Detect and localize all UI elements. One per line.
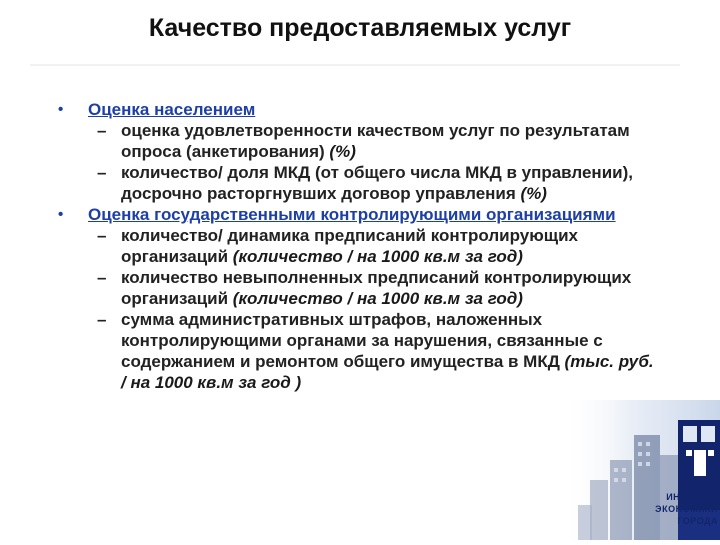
bullet-heading-state-control: Оценка государственными контролирующими организациями [88,205,616,224]
bullet-marker: • [58,206,64,223]
institute-logo [560,400,720,540]
bullet-list [58,99,658,393]
sub-item-text: оценка удовлетворенности качеством услуг по результатам опроса (анкетирования) [121,121,630,161]
sub-item-satisfaction [58,120,658,162]
dash-marker: – [97,226,107,245]
sub-item-unit: (количество / на 1000 кв.м за год) [232,289,523,308]
sub-item-unit: (количество / на 1000 кв.м за год) [232,247,523,266]
bullet-item-state-control [58,204,658,225]
dash-marker: – [97,310,107,329]
sub-item-text: количество невыполненных предписаний контролирующих организаций [121,268,632,308]
slide-title-text: Качество предоставляемых услуг [148,14,572,42]
sub-item-early-termination [58,162,658,204]
sub-item-fines [58,309,658,393]
logo-text-line: ЭКОНОМИКИ [655,504,718,514]
sub-item-text: количество/ доля МКД (от общего числа МКД в управлении), досрочно расторгнувших договор управления [121,163,633,203]
sub-item-unfulfilled-orders [58,267,658,309]
sub-item-orders-dynamics [58,225,658,267]
sub-item-unit: (%) [329,142,356,161]
title-divider [30,64,680,66]
logo-text-line: ГОРОДА [677,516,718,526]
sub-item-text: сумма административных штрафов, наложенных контролирующими органами за нарушения, связанные с содержанием и ремонтом общего имущества в МКД [121,310,603,371]
logo-text-line: ИНСТИТУТ [666,492,718,502]
bullet-heading-population: Оценка населением [88,100,256,119]
bullet-item-population [58,99,658,120]
sub-item-unit: (%) [520,184,547,203]
slide-title [0,14,720,43]
dash-marker: – [97,121,107,140]
bullet-marker: • [58,101,64,118]
dash-marker: – [97,163,107,182]
sub-item-text: количество/ динамика предписаний контролирующих организаций [121,226,578,266]
dash-marker: – [97,268,107,287]
sub-item-unit: (тыс. руб. / на 1000 кв.м за год ) [121,352,654,392]
